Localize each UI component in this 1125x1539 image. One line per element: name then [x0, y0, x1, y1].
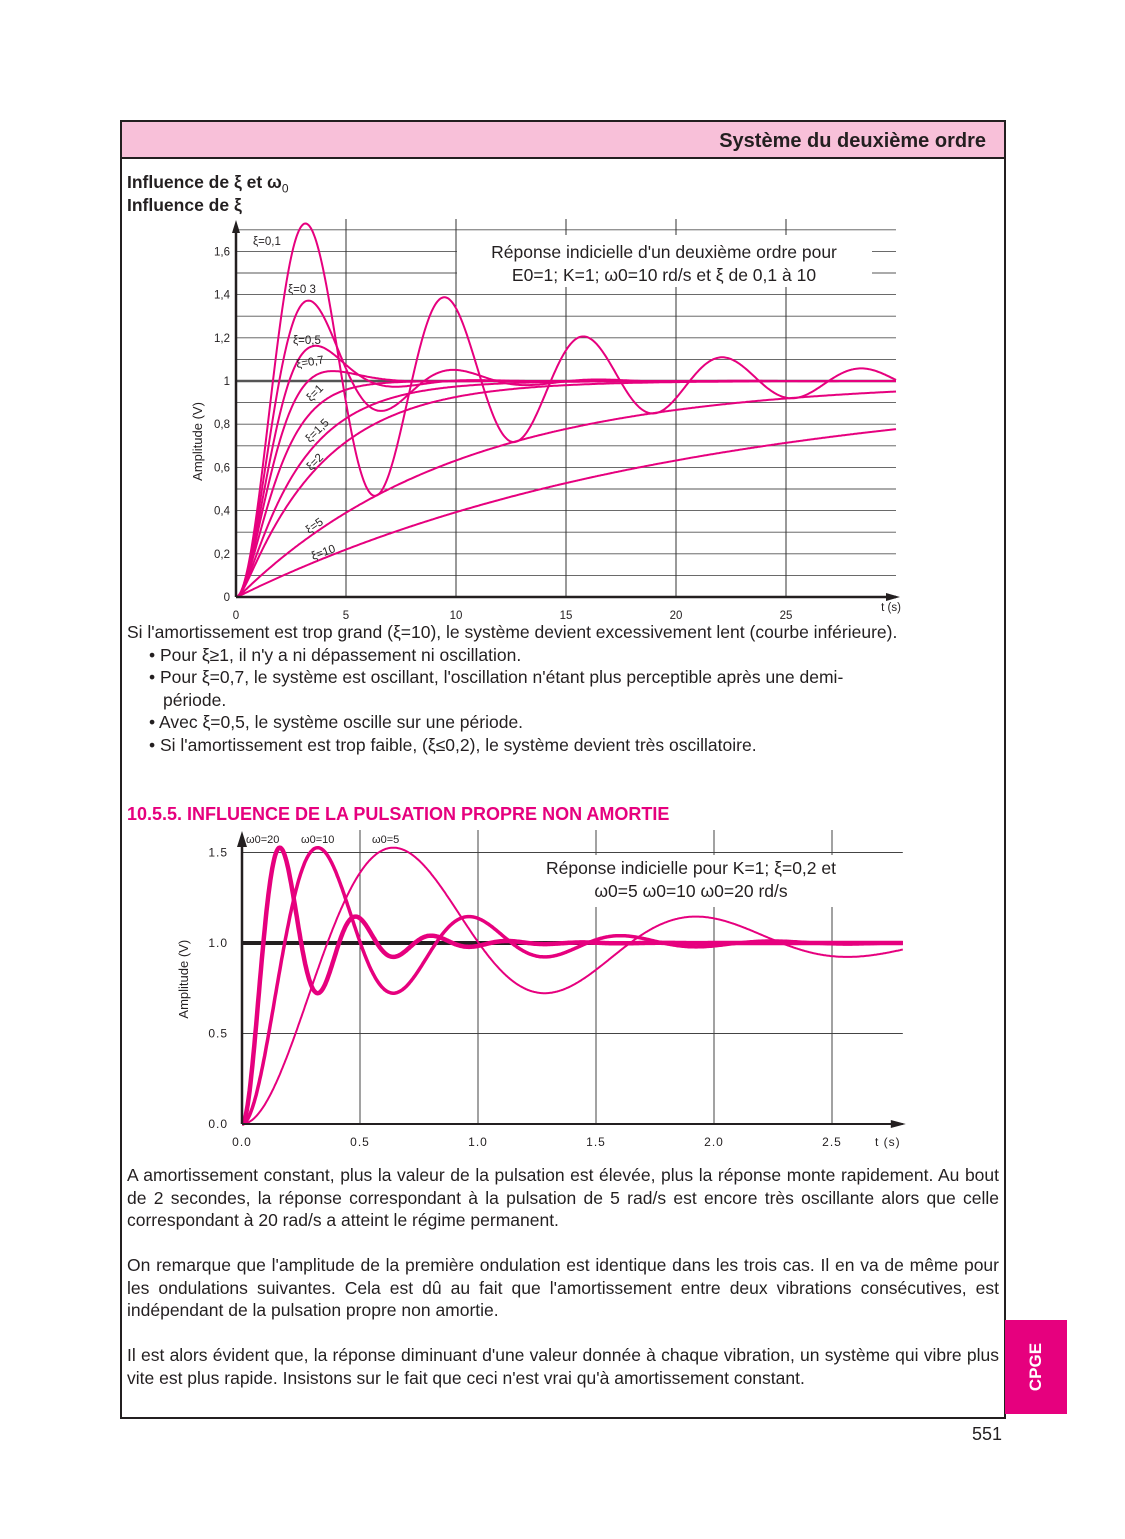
curve-label: ξ=1 [304, 382, 327, 405]
x-axis-label: t (s) [881, 602, 901, 614]
page-number: 551 [972, 1424, 1003, 1444]
curve-label: ξ=5 [303, 516, 326, 537]
paragraph-intro [127, 621, 1005, 757]
chart-title-line2: E0=1; K=1; ω0=10 rd/s et ξ de 0,1 à 10 [511, 265, 817, 285]
curve-label: ω0=20 [246, 834, 280, 846]
x-tick-label: 5 [342, 610, 350, 622]
chart-title-line1: Réponse indicielle pour K=1; ξ=0,2 et [546, 858, 836, 878]
chart-title-line1: Réponse indicielle d'un deuxième ordre pour [491, 242, 837, 262]
bullet-item: • Si l'amortissement est trop faible, (ξ≤0,2), le système devient très oscillatoire. [149, 734, 757, 755]
chart-title-line2: ω0=5 ω0=10 ω0=20 rd/s [594, 881, 788, 901]
paragraph-3: On remarque que l'amplitude de la première ondulation est identique dans les trois cas. Il en va de même pour les ondulations suivantes. Cela est dû au fait que l'amortissement entre deux vibrations consécutives, est indépendant de la pulsation propre non amortie. [127, 1255, 999, 1321]
x-tick-label: 15 [559, 610, 573, 622]
y-axis-label: Amplitude (V) [190, 402, 205, 481]
curve-label: ξ=0,5 [293, 335, 321, 347]
paragraph-1: Si l'amortissement est trop grand (ξ=10), le système devient excessivement lent (courbe inférieure). [127, 622, 898, 642]
bullet-item: • Avec ξ=0,5, le système oscille sur une période. [149, 712, 524, 733]
x-tick-label: 20 [669, 610, 683, 622]
section-heading: 10.5.5. INFLUENCE DE LA PULSATION PROPRE NON AMORTIE [127, 804, 670, 824]
chart-pulsation-influence [170, 825, 915, 1155]
curve-label: ξ=0,1 [253, 236, 281, 248]
y-tick-label: 0.0 [208, 1117, 228, 1131]
paragraph-4: Il est alors évident que, la réponse diminuant d'une valeur donnée à chaque vibration, un système qui vibre plus vite est plus rapide. Insistons sur le fait que ceci n'est vrai qu'à amortissement constant. [127, 1345, 999, 1388]
x-tick-label: 1.5 [586, 1135, 606, 1149]
y-tick-label: 1,4 [214, 289, 230, 302]
y-tick-label: 0,6 [214, 462, 230, 475]
x-tick-label: 2.0 [704, 1135, 724, 1149]
x-tick-label: 25 [779, 610, 793, 622]
bullet-item: • Pour ξ=0,7, le système est oscillant, l'oscillation n'étant plus perceptible après une demi-période. [149, 667, 844, 710]
x-tick-label: 2.5 [822, 1135, 842, 1149]
y-tick-label: 1.0 [208, 936, 228, 950]
y-tick-label: 0.5 [208, 1026, 228, 1041]
y-tick-label: 0,8 [214, 419, 230, 432]
curve-label: ξ=2 [304, 451, 327, 474]
x-axis-arrow [891, 1120, 906, 1128]
heading-influence-xi: Influence de ξ [127, 195, 242, 215]
paragraph-2: A amortissement constant, plus la valeur de la pulsation est élevée, plus la réponse monte rapidement. Au bout de 2 secondes, la réponse correspondant à la pulsation de 5 rad/s est encore très oscillante alors que celle correspondant à 20 rad/s a atteint le régime permanent. [127, 1165, 999, 1231]
curve-label: ξ=10 [309, 543, 338, 563]
heading-influence-xi-omega [127, 172, 289, 196]
side-tab-label: CPGE [1026, 1342, 1045, 1392]
y-tick-label: 1.5 [208, 845, 228, 860]
page-header [122, 122, 1004, 159]
bullet-item: • Pour ξ≥1, il n'y a ni dépassement ni oscillation. [149, 644, 522, 665]
x-axis-label: t (s) [874, 1135, 901, 1149]
chart-damping-influence [180, 215, 915, 625]
x-axis-arrow [886, 593, 900, 601]
y-tick-label: 0,2 [214, 548, 230, 561]
y-tick-label: 0,4 [214, 505, 230, 518]
curve-label: ξ=1,5 [303, 416, 332, 446]
curve-label: ω0=5 [372, 834, 400, 846]
x-tick-label: 0.0 [232, 1135, 252, 1149]
y-tick-label: 1 [223, 376, 230, 388]
x-tick-label: 10 [449, 610, 463, 622]
curve-label: ω0=10 [301, 834, 335, 846]
y-tick-label: 1,2 [214, 332, 230, 345]
y-axis-label: Amplitude (V) [176, 939, 191, 1019]
x-tick-label: 0 [232, 610, 240, 622]
x-tick-label: 1.0 [468, 1135, 488, 1149]
curve-label: ξ=0,7 [295, 354, 325, 371]
side-tab-cpge [1005, 1320, 1067, 1414]
y-axis-arrow [232, 220, 240, 233]
y-tick-label: 0 [223, 592, 230, 604]
heading-text: Influence de ξ et ω [127, 172, 282, 192]
heading-subscript: 0 [281, 181, 289, 196]
x-tick-label: 0.5 [350, 1135, 370, 1149]
header-title: Système du deuxième ordre [719, 130, 986, 152]
bullet-list [127, 644, 897, 757]
curve-label: ξ=0 3 [288, 284, 316, 296]
y-tick-label: 1,6 [214, 246, 230, 259]
